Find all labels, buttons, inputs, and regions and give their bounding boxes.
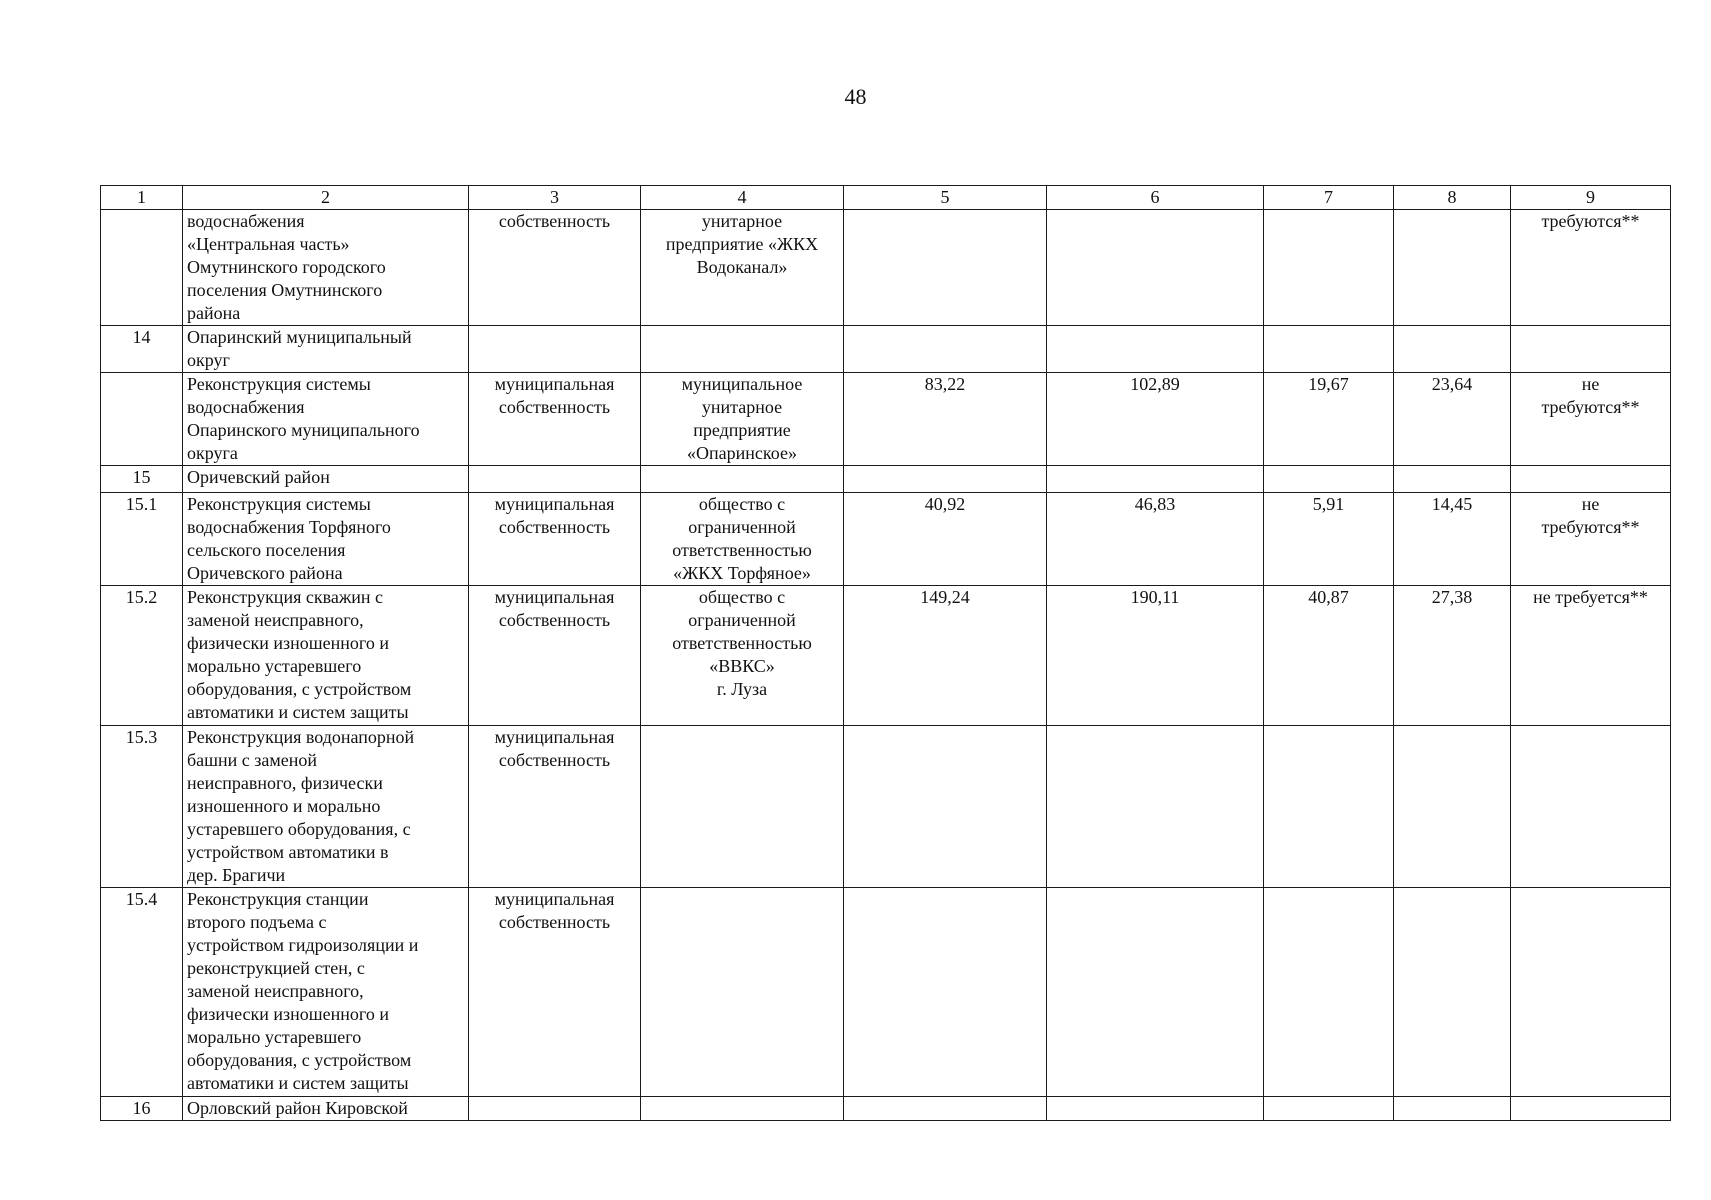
note: не требуются** bbox=[1511, 493, 1671, 586]
row-number: 15.1 bbox=[101, 493, 183, 586]
value-col6 bbox=[1047, 888, 1264, 1097]
value-col5 bbox=[844, 326, 1047, 373]
value-col6: 102,89 bbox=[1047, 373, 1264, 466]
value-col7: 5,91 bbox=[1264, 493, 1394, 586]
object-name: Реконструкция водонапорной башни с заменой неисправного, физически изношенного и морально устаревшего оборудования, с устройством автоматики в дер. Брагичи bbox=[183, 726, 469, 888]
ownership: собственность bbox=[469, 210, 641, 326]
operator bbox=[641, 466, 844, 493]
value-col6 bbox=[1047, 466, 1264, 493]
note bbox=[1511, 1097, 1671, 1121]
ownership bbox=[469, 466, 641, 493]
column-header: 3 bbox=[469, 186, 641, 210]
ownership bbox=[469, 1097, 641, 1121]
table-row bbox=[101, 493, 1671, 586]
value-col5 bbox=[844, 888, 1047, 1097]
ownership: муниципальная собственность bbox=[469, 586, 641, 726]
value-col8 bbox=[1394, 326, 1511, 373]
value-col7 bbox=[1264, 326, 1394, 373]
note bbox=[1511, 326, 1671, 373]
table-row bbox=[101, 210, 1671, 326]
object-name: водоснабжения «Центральная часть» Омутнинского городского поселения Омутнинского района bbox=[183, 210, 469, 326]
operator bbox=[641, 726, 844, 888]
value-col5: 40,92 bbox=[844, 493, 1047, 586]
row-number bbox=[101, 210, 183, 326]
value-col7 bbox=[1264, 1097, 1394, 1121]
table-row bbox=[101, 326, 1671, 373]
row-number: 15 bbox=[101, 466, 183, 493]
table-row bbox=[101, 888, 1671, 1097]
operator: муниципальное унитарное предприятие «Опаринское» bbox=[641, 373, 844, 466]
object-name: Оричевский район bbox=[183, 466, 469, 493]
value-col7: 40,87 bbox=[1264, 586, 1394, 726]
value-col8: 23,64 bbox=[1394, 373, 1511, 466]
value-col5: 83,22 bbox=[844, 373, 1047, 466]
value-col6 bbox=[1047, 726, 1264, 888]
object-name: Реконструкция системы водоснабжения Торфяного сельского поселения Оричевского района bbox=[183, 493, 469, 586]
value-col8 bbox=[1394, 1097, 1511, 1121]
table-row bbox=[101, 1097, 1671, 1121]
operator: унитарное предприятие «ЖКХ Водоканал» bbox=[641, 210, 844, 326]
value-col5 bbox=[844, 466, 1047, 493]
row-number: 15.3 bbox=[101, 726, 183, 888]
column-header: 6 bbox=[1047, 186, 1264, 210]
ownership bbox=[469, 326, 641, 373]
ownership: муниципальная собственность bbox=[469, 373, 641, 466]
column-header: 7 bbox=[1264, 186, 1394, 210]
row-number bbox=[101, 373, 183, 466]
value-col8 bbox=[1394, 888, 1511, 1097]
table-row bbox=[101, 373, 1671, 466]
note: не требуются** bbox=[1511, 373, 1671, 466]
value-col7 bbox=[1264, 466, 1394, 493]
column-header: 2 bbox=[183, 186, 469, 210]
note bbox=[1511, 726, 1671, 888]
note bbox=[1511, 888, 1671, 1097]
operator: общество с ограниченной ответственностью «ЖКХ Торфяное» bbox=[641, 493, 844, 586]
value-col6: 46,83 bbox=[1047, 493, 1264, 586]
column-header: 4 bbox=[641, 186, 844, 210]
value-col7 bbox=[1264, 726, 1394, 888]
column-header: 9 bbox=[1511, 186, 1671, 210]
value-col5 bbox=[844, 1097, 1047, 1121]
value-col8: 27,38 bbox=[1394, 586, 1511, 726]
value-col7 bbox=[1264, 888, 1394, 1097]
row-number: 15.4 bbox=[101, 888, 183, 1097]
value-col8: 14,45 bbox=[1394, 493, 1511, 586]
table-row bbox=[101, 586, 1671, 726]
table-row bbox=[101, 726, 1671, 888]
column-header: 1 bbox=[101, 186, 183, 210]
note: требуются** bbox=[1511, 210, 1671, 326]
row-number: 15.2 bbox=[101, 586, 183, 726]
operator: общество с ограниченной ответственностью «ВВКС» г. Луза bbox=[641, 586, 844, 726]
operator bbox=[641, 326, 844, 373]
value-col6: 190,11 bbox=[1047, 586, 1264, 726]
column-header: 8 bbox=[1394, 186, 1511, 210]
value-col7 bbox=[1264, 210, 1394, 326]
column-number-row bbox=[101, 186, 1671, 210]
value-col5: 149,24 bbox=[844, 586, 1047, 726]
value-col8 bbox=[1394, 466, 1511, 493]
ownership: муниципальная собственность bbox=[469, 726, 641, 888]
table-row bbox=[101, 466, 1671, 493]
investment-table bbox=[100, 185, 1671, 1121]
object-name: Реконструкция станции второго подъема с устройством гидроизоляции и реконструкцией стен, с заменой неисправного, физически изношенного и морально устаревшего оборудования, с устройством автоматики и систем защиты bbox=[183, 888, 469, 1097]
object-name: Реконструкция системы водоснабжения Опаринского муниципального округа bbox=[183, 373, 469, 466]
value-col6 bbox=[1047, 210, 1264, 326]
row-number: 14 bbox=[101, 326, 183, 373]
operator bbox=[641, 1097, 844, 1121]
object-name: Реконструкция скважин с заменой неисправного, физически изношенного и морально устаревшего оборудования, с устройством автоматики и систем защиты bbox=[183, 586, 469, 726]
value-col6 bbox=[1047, 1097, 1264, 1121]
object-name: Опаринский муниципальный округ bbox=[183, 326, 469, 373]
note: не требуется** bbox=[1511, 586, 1671, 726]
value-col8 bbox=[1394, 726, 1511, 888]
value-col5 bbox=[844, 210, 1047, 326]
value-col5 bbox=[844, 726, 1047, 888]
page-number: 48 bbox=[844, 84, 867, 109]
value-col7: 19,67 bbox=[1264, 373, 1394, 466]
operator bbox=[641, 888, 844, 1097]
note bbox=[1511, 466, 1671, 493]
value-col6 bbox=[1047, 326, 1264, 373]
value-col8 bbox=[1394, 210, 1511, 326]
column-header: 5 bbox=[844, 186, 1047, 210]
object-name: Орловский район Кировской bbox=[183, 1097, 469, 1121]
ownership: муниципальная собственность bbox=[469, 888, 641, 1097]
ownership: муниципальная собственность bbox=[469, 493, 641, 586]
row-number: 16 bbox=[101, 1097, 183, 1121]
